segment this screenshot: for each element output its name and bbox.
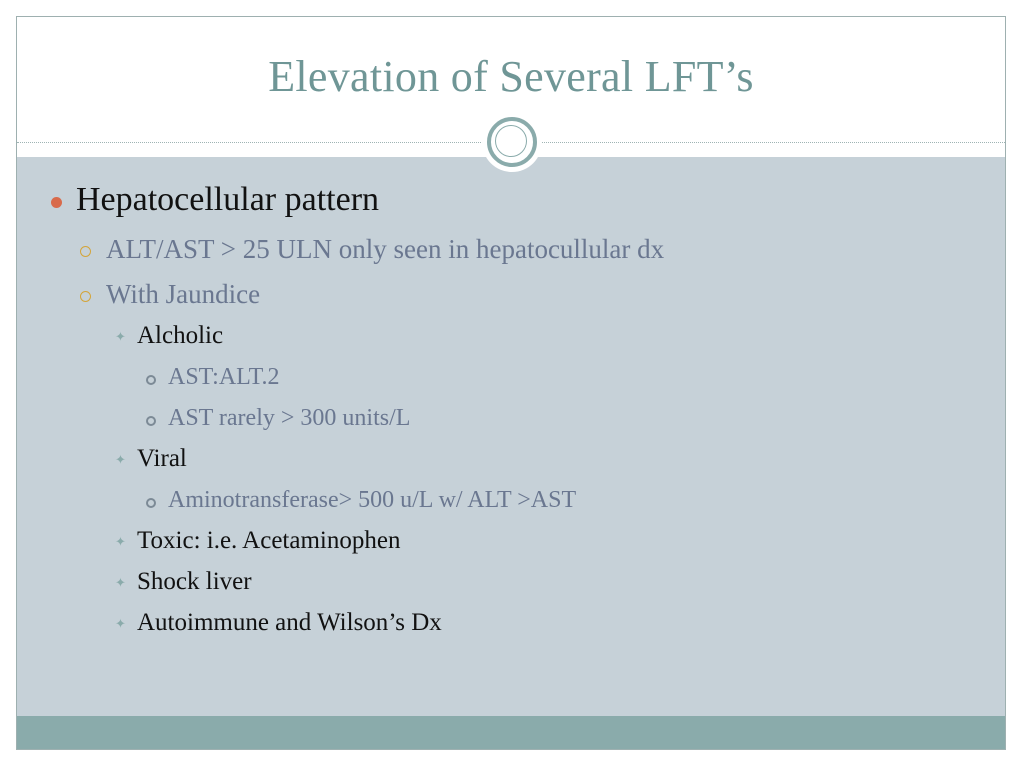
double-ring-ornament-icon — [482, 112, 542, 172]
slide — [16, 16, 1006, 750]
bullet-autoimmune: Autoimmune and Wilson’s Dx — [137, 609, 442, 636]
four-point-star-bullet-icon: ✦ — [115, 617, 126, 632]
footer-band — [17, 716, 1005, 750]
bullet-shock-liver: Shock liver — [137, 568, 252, 595]
bullet-toxic: Toxic: i.e. Acetaminophen — [137, 527, 401, 554]
ring-bullet-icon — [146, 416, 156, 426]
bullet-ast-alt-ratio: AST:ALT.2 — [168, 364, 280, 390]
content-area — [17, 157, 1005, 717]
bullet-alcholic: Alcholic — [137, 322, 224, 349]
filled-circle-bullet-icon — [51, 197, 62, 208]
four-point-star-bullet-icon: ✦ — [115, 453, 126, 468]
four-point-star-bullet-icon: ✦ — [115, 330, 126, 345]
bullet-aminotransferase: Aminotransferase> 500 u/L w/ ALT >AST — [168, 487, 577, 513]
slide-title: Elevation of Several LFT’s — [268, 52, 754, 101]
bullet-with-jaundice: With Jaundice — [106, 279, 261, 309]
bullet-alt-ast: ALT/AST > 25 ULN only seen in hepatocullular dx — [106, 234, 665, 264]
bullet-ast-rarely: AST rarely > 300 units/L — [168, 405, 411, 431]
four-point-star-bullet-icon: ✦ — [115, 576, 126, 591]
open-circle-bullet-icon — [80, 246, 91, 257]
four-point-star-bullet-icon: ✦ — [115, 535, 126, 550]
ring-bullet-icon — [146, 498, 156, 508]
bullet-hepatocellular: Hepatocellular pattern — [76, 181, 380, 218]
bullet-viral: Viral — [137, 445, 187, 472]
open-circle-bullet-icon — [80, 291, 91, 302]
ring-bullet-icon — [146, 375, 156, 385]
